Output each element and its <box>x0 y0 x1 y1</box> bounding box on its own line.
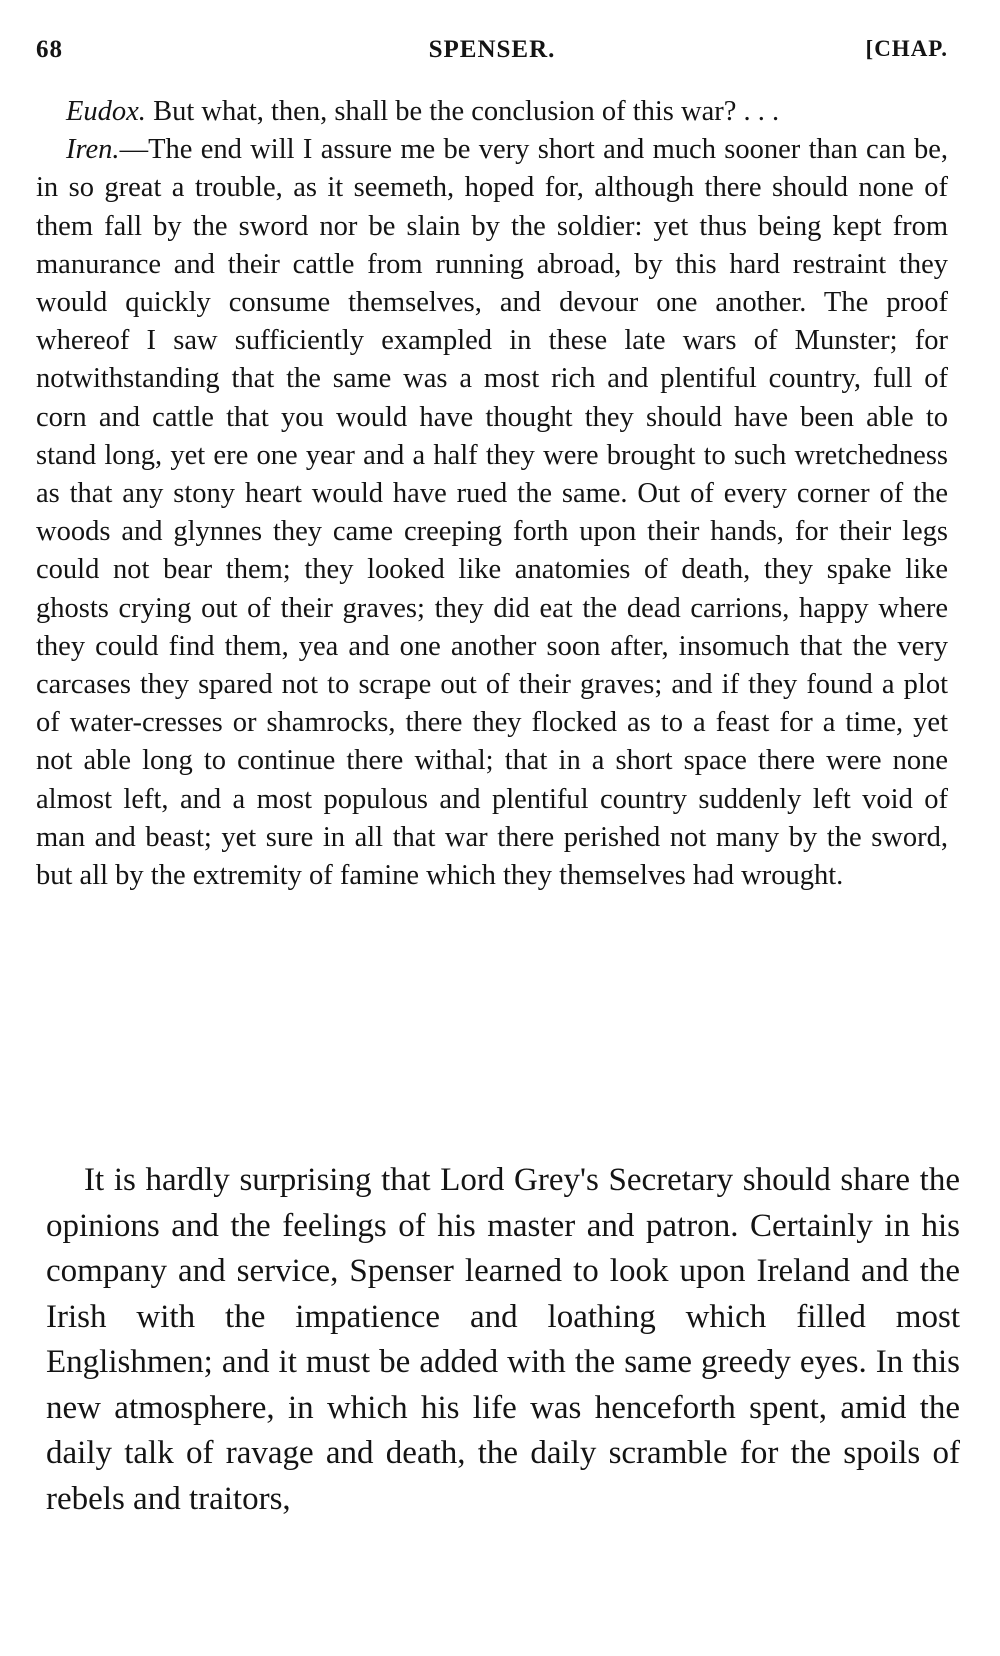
chapter-marker: [CHAP. <box>865 36 948 61</box>
speaker-eudox: Eudox. <box>66 96 146 127</box>
running-title: SPENSER. <box>428 36 556 63</box>
iren-paragraph <box>36 131 948 895</box>
running-header <box>36 36 948 72</box>
page-number: 68 <box>36 36 63 63</box>
dialogue-quotation <box>36 93 948 895</box>
iren-text: —The end will I assure me be very short and much sooner than can be, in so great a trouble, as it seemeth, hoped for, although there should none of them fall by the sword nor be slain by the soldier: yet thus being kept from manurance and their cattle from running abroad, by this hard restraint they would quickly consume themselves, and devour one another. The proof whereof I saw sufficiently exampled in these late wars of Munster; for notwithstanding that the same was a most rich and plentiful country, full of corn and cattle that you would have thought they should have been able to stand long, yet ere one year and a half they were brought to such wretchedness as that any stony heart would have rued the same. Out of every corner of the woods and glynnes they came creeping forth upon their hands, for their legs could not bear them; they looked like anatomies of death, they spake like ghosts crying out of their graves; they did eat the dead carrions, happy where they could find them, yea and one another soon after, insomuch that the very carcases they spared not to scrape out of their graves; and if they found a plot of water-cresses or shamrocks, there they flocked as to a feast for a time, yet not able long to continue there withal; that in a short space there were none almost left, and a most populous and plentiful country suddenly left void of man and beast; yet sure in all that war there perished not many by the sword, but all by the extremity of famine which they themselves had wrought. <box>36 134 948 892</box>
main-text <box>46 1158 960 1522</box>
body-paragraph: It is hardly surprising that Lord Grey's Secretary should share the opinions and the feelings of his master and patron. Certainly in his company and service, Spenser learned to look upon Ireland and the Irish with the impatience and loathing which filled most Englishmen; and it must be added with the same greedy eyes. In this new atmosphere, in which his life was henceforth spent, amid the daily talk of ravage and death, the daily scramble for the spoils of rebels and traitors, <box>46 1162 960 1517</box>
speaker-iren: Iren. <box>66 134 120 166</box>
eudox-paragraph <box>36 93 948 131</box>
eudox-text: But what, then, shall be the conclusion of this war? . . . <box>145 96 780 127</box>
